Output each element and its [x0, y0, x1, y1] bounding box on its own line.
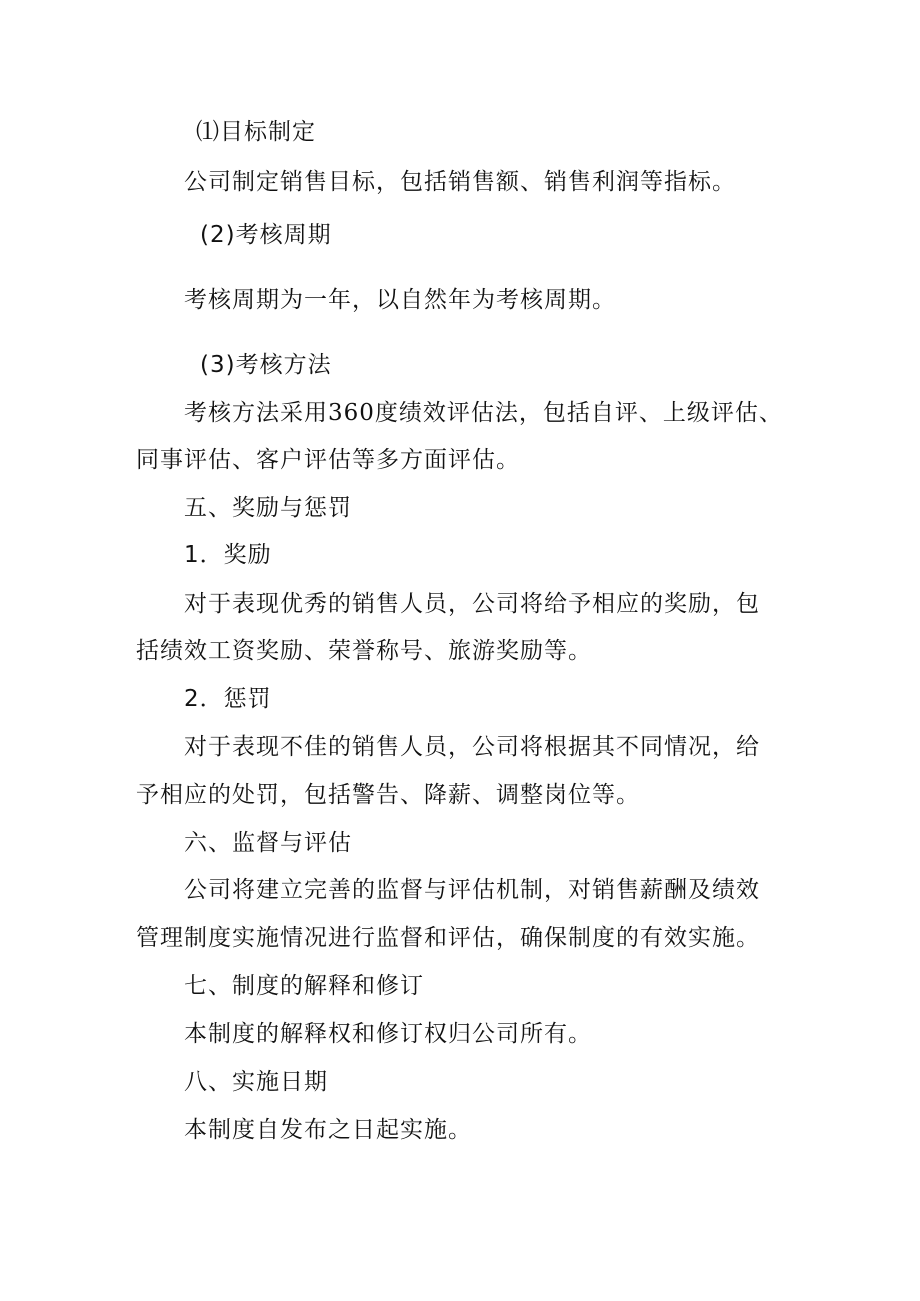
section-heading-6: 六、监督与评估	[184, 830, 352, 856]
paragraph-line: 本制度的解释权和修订权归公司所有。	[184, 1021, 592, 1047]
paragraph-line: 本制度自发布之日起实施。	[184, 1117, 472, 1143]
item-heading-1: 1．奖励	[184, 542, 272, 568]
paragraph-line: 公司制定销售目标，包括销售额、销售利润等指标。	[184, 169, 736, 195]
paragraph-line: 考核周期为一年，以自然年为考核周期。	[184, 287, 616, 313]
paragraph-line: 同事评估、客户评估等多方面评估。	[136, 447, 520, 473]
section-heading-5: 五、奖励与惩罚	[184, 495, 352, 521]
section-heading-8: 八、实施日期	[184, 1069, 328, 1095]
item-heading-2: 2．惩罚	[184, 686, 272, 712]
paragraph-line: 考核方法采用360度绩效评估法，包括自评、上级评估、	[184, 400, 783, 426]
paragraph-line: 括绩效工资奖励、荣誉称号、旅游奖励等。	[136, 638, 592, 664]
paragraph-line: 公司将建立完善的监督与评估机制，对销售薪酬及绩效	[184, 877, 760, 903]
subsection-heading-1: ⑴目标制定	[196, 119, 316, 145]
paragraph-line: 予相应的处罚，包括警告、降薪、调整岗位等。	[136, 782, 640, 808]
paragraph-line: 管理制度实施情况进行监督和评估，确保制度的有效实施。	[136, 925, 760, 951]
paragraph-line: 对于表现优秀的销售人员，公司将给予相应的奖励，包	[184, 591, 760, 617]
paragraph-line: 对于表现不佳的销售人员，公司将根据其不同情况，给	[184, 734, 760, 760]
subsection-heading-2: (2)考核周期	[200, 222, 332, 248]
section-heading-7: 七、制度的解释和修订	[184, 973, 424, 999]
subsection-heading-3: (3)考核方法	[200, 352, 332, 378]
